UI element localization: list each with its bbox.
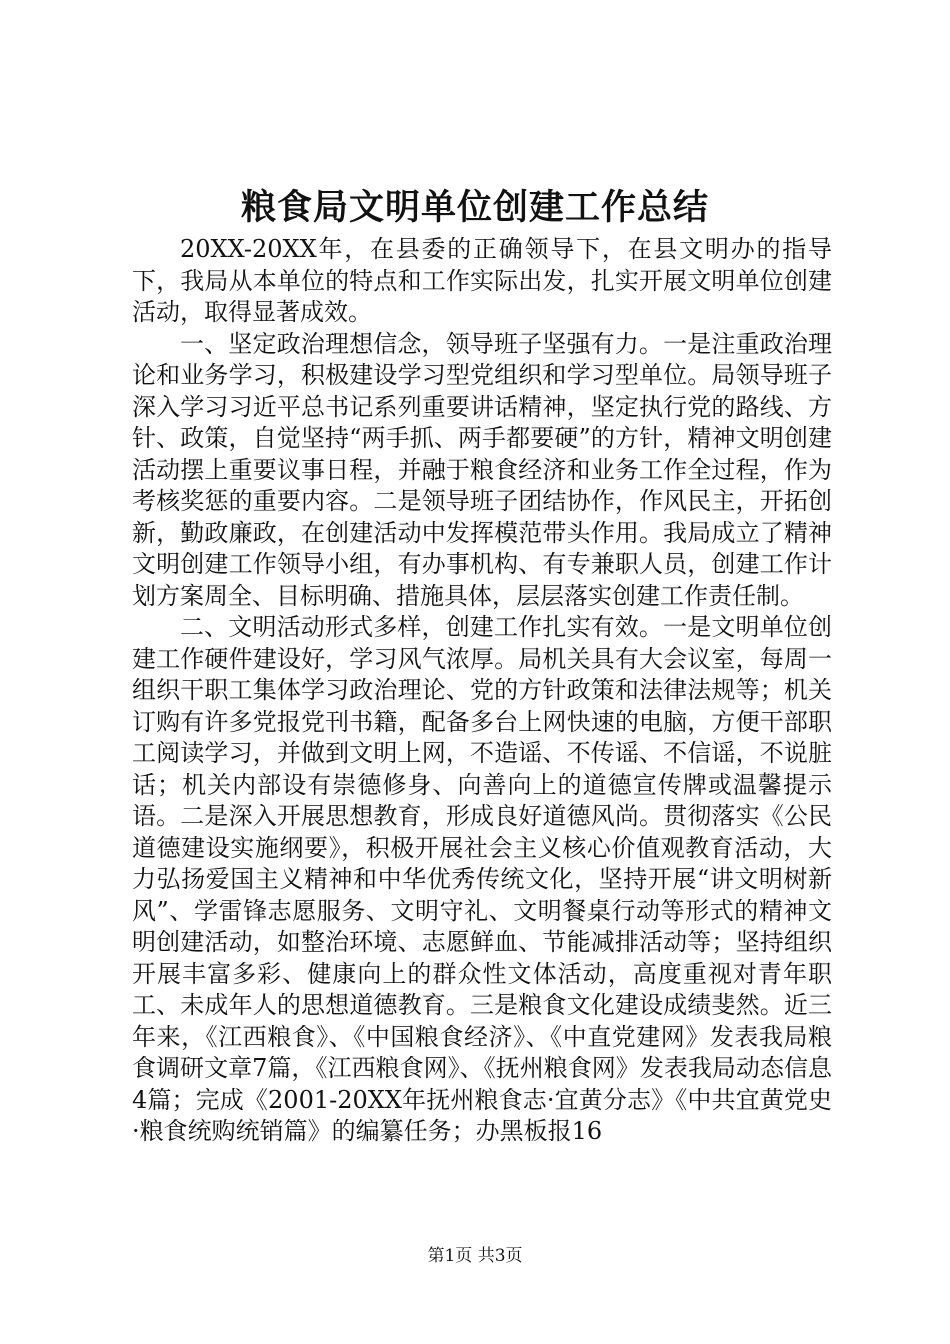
paragraph-intro: 20XX-20XX年，在县委的正确领导下，在县文明办的指导下，我局从本单位的特点和工作实际出发，扎实开展文明单位创建活动，取得显著成效。: [132, 235, 832, 326]
page-number: 第1页 共3页: [427, 1246, 523, 1266]
document-body: [132, 234, 832, 1148]
paragraph-section-two: 二、文明活动形式多样，创建工作扎实有效。一是文明单位创建工作硬件建设好，学习风气浓厚。局机关具有大会议室，每周一组织干职工集体学习政治理论、党的方针政策和法律法规等；机关订购有许多党报党刊书籍，配备多台上网快速的电脑，方便干部职工阅读学习，并做到文明上网，不造谣、不传谣、不信谣，不说脏话；机关内部设有崇德修身、向善向上的道德宣传牌或温馨提示语。二是深入开展思想教育，形成良好道德风尚。贯彻落实《公民道德建设实施纲要》，积极开展社会主义核心价值观教育活动，大力弘扬爱国主义精神和中华优秀传统文化，坚持开展“讲文明树新风”、学雷锋志愿服务、文明守礼、文明餐桌行动等形式的精神文明创建活动，如整治环境、志愿鲜血、节能减排活动等；坚持组织开展丰富多彩、健康向上的群众性文体活动，高度重视对青年职工、未成年人的思想道德教育。三是粮食文化建设成绩斐然。近三年来，《江西粮食》、《中国粮食经济》、《中直党建网》发表我局粮食调研文章7篇，《江西粮食网》、《抚州粮食网》发表我局动态信息4篇；完成《2001-20XX年抚州粮食志·宜黄分志》《中共宜黄党史·粮食统购统销篇》的编纂任务；办黑板报16: [132, 613, 832, 1145]
paragraph-section-one: 一、坚定政治理想信念，领导班子坚强有力。一是注重政治理论和业务学习，积极建设学习型党组织和学习型单位。局领导班子深入学习习近平总书记系列重要讲话精神，坚定执行党的路线、方针、政策，自觉坚持“两手抓、两手都要硬”的方针，精神文明创建活动摆上重要议事日程，并融于粮食经济和业务工作全过程，作为考核奖惩的重要内容。二是领导班子团结协作，作风民主，开拓创新，勤政廉政，在创建活动中发挥模范带头作用。我局成立了精神文明创建工作领导小组，有办事机构、有专兼职人员，创建工作计划方案周全、目标明确、措施具体，层层落实创建工作责任制。: [132, 329, 832, 610]
document-title: 粮食局文明单位创建工作总结: [240, 187, 709, 228]
